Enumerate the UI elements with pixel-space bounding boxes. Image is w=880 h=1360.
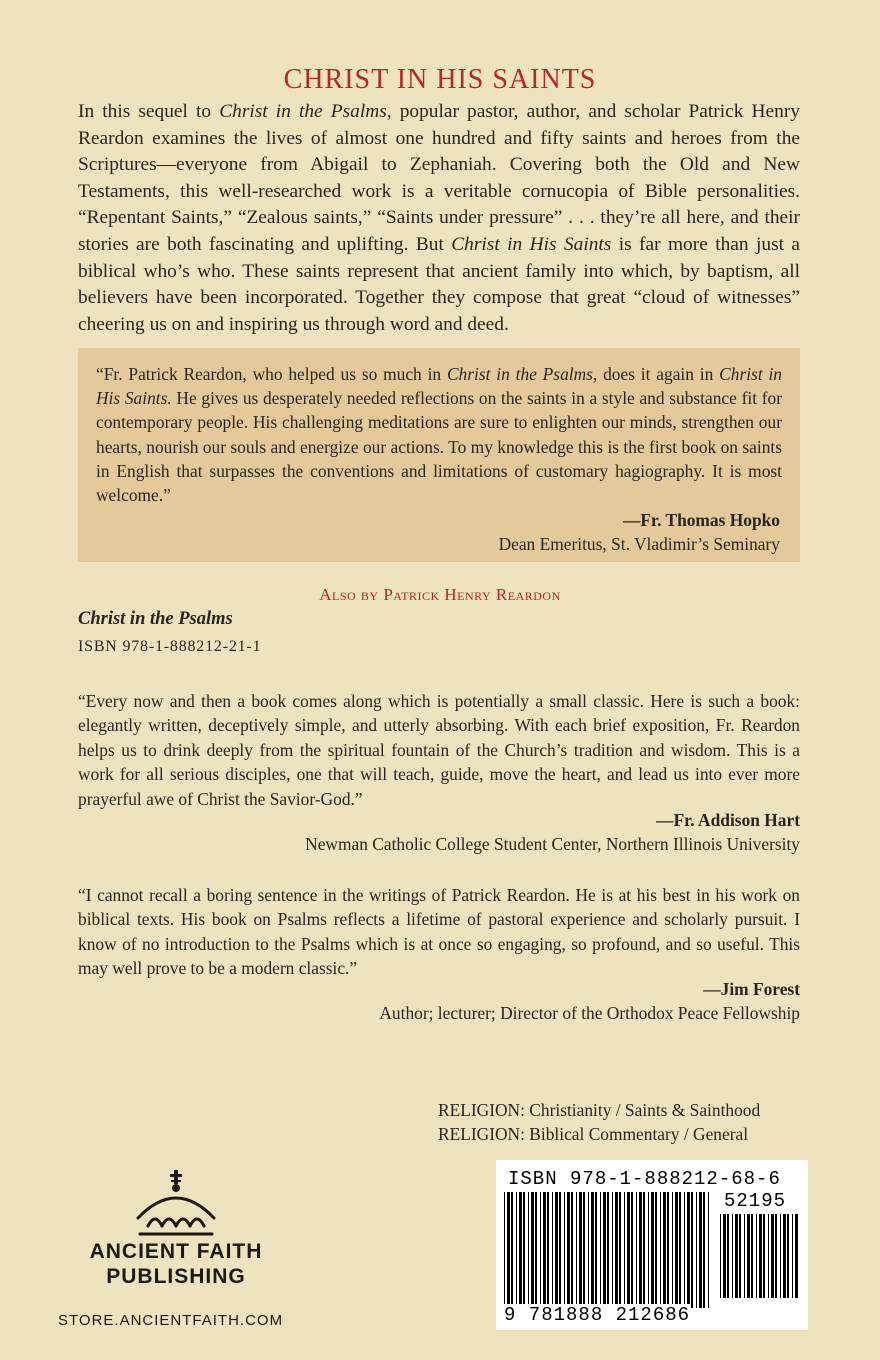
review-affiliation-forest: Author; lecturer; Director of the Orthodox Peace Fellowship [379,1003,800,1023]
barcode-ean-digits: 9 781888 212686 [504,1304,691,1326]
review-text-hart: “Every now and then a book comes along which is potentially a small classic. Here is such a book: elegantly written, deceptively simple, and utterly absorbing. With each brief exposition, Fr. Reardon helps us to drink deeply from the spiritual fountain of the Church’s tradition and wisdom. This is a work for all serious disciples, one that will teach, guide, move the heart, and lead us into ever more prayerful awe of Christ the Savior-God.” [78,691,800,809]
barcode-isbn-text: ISBN 978-1-888212-68-6 [508,1168,781,1190]
category-2: RELIGION: Biblical Commentary / General [438,1124,749,1144]
review-author-hart: —Fr. Addison Hart [656,810,800,830]
featured-quote-box [78,348,800,562]
other-book-isbn: ISBN 978-1-888212-21-1 [78,638,262,655]
publisher-name-line1: ANCIENT FAITH [89,1240,263,1263]
ean-bars [502,1192,712,1308]
publisher-url: STORE.ANCIENTFAITH.COM [58,1312,284,1329]
review-author-forest: —Jim Forest [703,979,800,999]
price-code-bars [718,1214,800,1298]
fq-italic-2: Christ in His Saints. [96,364,783,409]
other-book-title: Christ in the Psalms [78,609,233,629]
fq-italic-1: Christ in the Psalms, [446,364,598,384]
intro-text-1: In this sequel to [78,101,220,122]
intro-text-2: popular pastor, author, and scholar Patrick Henry Reardon examines the lives of almost one hundred and fifty saints and heroes from the Scriptures—everyone from Abigail to Zephaniah. Covering both the Old and New Testaments, this well-researched work is a veritable cornucopia of Bible personalities. “Repentant Saints,” “Zealous saints,” “Saints under pressure” . . . they’re all here, and their stories are both fascinating and uplifting. But [78,101,800,255]
featured-quote-affiliation: Dean Emeritus, St. Vladimir’s Seminary [498,534,780,554]
publisher-logo [66,1168,286,1298]
review-text-forest: “I cannot recall a boring sentence in the writings of Patrick Reardon. He is at his best in his work on biblical texts. His book on Psalms reflects a lifetime of pastoral experience and scholarly pursuit. I know of no introduction to the Psalms which is at once so engaging, so profound, and so useful. This may well prove to be a modern classic.” [78,885,800,979]
intro-italic-1: Christ in the Psalms, [219,101,392,122]
also-by-heading: Also by Patrick Henry Reardon [319,585,561,604]
church-dome-icon [66,1168,286,1240]
category-1: RELIGION: Christianity / Saints & Sainthood [438,1100,761,1120]
intro-italic-2: Christ in His Saints [451,233,612,255]
featured-quote-author: —Fr. Thomas Hopko [622,510,780,530]
publisher-name-line2: PUBLISHING [106,1265,246,1288]
fq-text-2: does it again in [597,364,720,384]
book-title: CHRIST IN HIS SAINTS [283,64,597,95]
intro-text-3: is far more than just a biblical who’s who. These saints represent that ancient family into which, by baptism, all believers have been incorporated. Together they compose that great “cloud of witnesses” cheering us on and inspiring us through word and deed. [78,233,800,335]
review-affiliation-hart: Newman Catholic College Student Center, Northern Illinois University [305,834,800,854]
isbn-barcode [496,1160,808,1330]
featured-quote-text [96,362,782,507]
intro-paragraph [78,99,800,338]
barcode-price-code: 52195 [724,1190,787,1212]
fq-text-3: He gives us desperately needed reflections on the saints in a style and substance fit for contemporary people. His challenging meditations are sure to enlighten our minds, strengthen our hearts, nourish our souls and energize our actions. To my knowledge this is the first book on saints in English that surpasses the conventions and limitations of customary hagiography. It is most welcome.” [96,388,783,506]
fq-text-1: “Fr. Patrick Reardon, who helped us so much in [96,364,447,384]
